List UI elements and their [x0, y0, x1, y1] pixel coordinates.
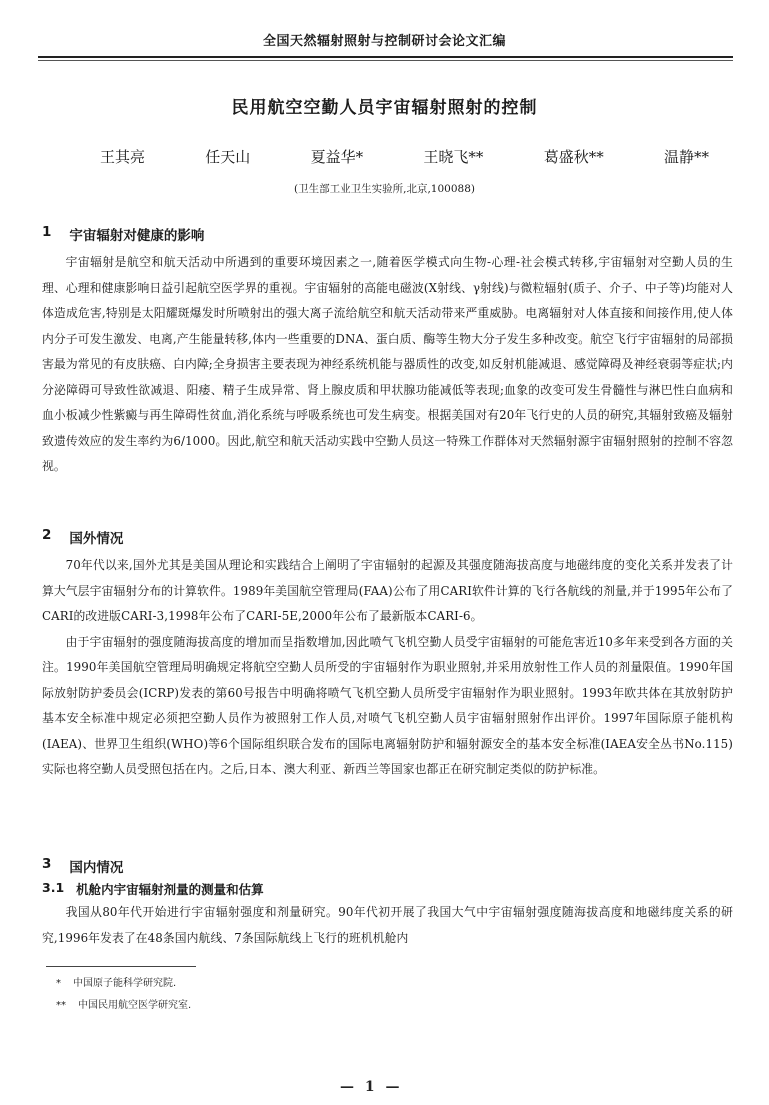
section-title: 国内情况	[69, 860, 124, 876]
author: 夏益华*	[310, 148, 364, 166]
page-number: — 1 —	[340, 1079, 403, 1095]
header-rule	[38, 56, 733, 58]
subsection-heading	[42, 880, 733, 898]
section-domestic-situation	[42, 856, 733, 951]
author: 温静**	[663, 148, 709, 166]
header-rule-thin	[38, 60, 733, 61]
footnote-mark: *	[56, 978, 61, 989]
section-foreign-situation	[42, 527, 733, 783]
affiliation: (卫生部工业卫生实验所,北京,100088)	[294, 183, 475, 195]
paragraph: 我国从80年代开始进行宇宙辐射强度和剂量研究。90年代初开展了我国大气中宇宙辐射强度随海拔高度和地磁纬度关系的研究,1996年发表了在48条国内航线、7条国际航线上飞行的班机机舱内	[42, 905, 733, 945]
subsection-number: 3.1	[42, 880, 65, 895]
paper-title: 民用航空空勤人员宇宙辐射照射的控制	[231, 98, 538, 118]
author: 王其亮	[100, 148, 146, 166]
author: 任天山	[205, 148, 251, 166]
subsection-title: 机舱内宇宙辐射剂量的测量和估算	[76, 882, 264, 897]
section-health-effects	[42, 224, 733, 480]
section-title: 国外情况	[69, 531, 124, 547]
footnote	[56, 995, 191, 1017]
author: 葛盛秋**	[543, 148, 604, 166]
section-title: 宇宙辐射对健康的影响	[69, 228, 205, 244]
paragraph: 70年代以来,国外尤其是美国从理论和实践结合上阐明了宇宙辐射的起源及其强度随海拔高度与地磁纬度的变化关系并发表了计算大气层宇宙辐射分布的计算软件。1989年美国航空管理局(FAA)公布了用CARI软件计算的飞行各航线的剂量,并于1995年公布了CARI的改进版CARI-3,1998年公布了CARI-5E,2000年公布了最新版本CARI-6。	[42, 558, 733, 623]
section-number: 3	[42, 856, 52, 872]
footnotes	[56, 973, 191, 1017]
paragraph: 由于宇宙辐射的强度随海拔高度的增加而呈指数增加,因此喷气飞机空勤人员受宇宙辐射的可能危害近10多年来受到各方面的关注。1990年美国航空管理局明确规定将航空空勤人员所受的宇宙辐射作为职业照射,并采用放射性工作人员的剂量限值。1990年国际放射防护委员会(ICRP)发表的第60号报告中明确将喷气飞机空勤人员所受宇宙辐射作为职业照射。1993年欧共体在其放射防护基本安全标准中规定必须把空勤人员作为被照射工作人员,对喷气飞机空勤人员宇宙辐射照射作出评价。1997年国际原子能机构(IAEA)、世界卫生组织(WHO)等6个国际组织联合发布的国际电离辐射防护和辐射源安全的基本安全标准(IAEA安全丛书No.115)实际也将空勤人员受照包括在内。之后,日本、澳大利亚、新西兰等国家也都正在研究制定类似的防护标准。	[42, 634, 733, 776]
section-heading	[42, 527, 733, 547]
running-head: 全国天然辐射照射与控制研讨会论文汇编	[262, 34, 506, 49]
footnote-text: 中国民用航空医学研究室.	[78, 1000, 192, 1011]
section-number: 1	[42, 224, 52, 240]
footnote-text: 中国原子能科学研究院.	[73, 978, 177, 989]
author: 王晓飞**	[423, 148, 484, 166]
paragraph: 宇宙辐射是航空和航天活动中所遇到的重要环境因素之一,随着医学模式向生物-心理-社会模式转移,宇宙辐射对空勤人员的生理、心理和健康影响日益引起航空医学界的重视。宇宙辐射的高能电磁波(X射线、γ射线)与微粒辐射(质子、介子、中子等)均能对人体造成危害,特别是太阳耀斑爆发时所喷射出的强大离子流给航空和航天活动带来严重威胁。电离辐射对人体直接和间接作用,使人体内分子可发生激发、电离,产生能量转移,体内一些重要的DNA、蛋白质、酶等生物大分子发生多种改变。航空飞行宇宙辐射的局部损害最为常见的有皮肤癌、白内障;全身损害主要表现为神经系统机能与器质性的改变,如反射机能减退、感觉障碍及神经衰弱等症状;内分泌障碍可导致性欲减退、阳痿、精子生成异常、肾上腺皮质和甲状腺功能减低等表现;血象的改变可发生骨髓性与淋巴性白血病和血小板减少性紫癜与再生障碍性贫血,消化系统与呼吸系统也可发生病变。根据美国对有20年飞行史的人员的研究,其辐射致癌及辐射致遗传效应的发生率约为6/1000。因此,航空和航天活动实践中空勤人员这一特殊工作群体对天然辐射源宇宙辐射照射的控制不容忽视。	[42, 255, 733, 473]
section-heading	[42, 856, 733, 876]
section-heading	[42, 224, 733, 244]
section-number: 2	[42, 527, 52, 543]
footnote-mark: **	[56, 1000, 66, 1011]
footnote	[56, 973, 191, 995]
author-list	[100, 146, 709, 167]
footnote-rule	[46, 966, 196, 967]
